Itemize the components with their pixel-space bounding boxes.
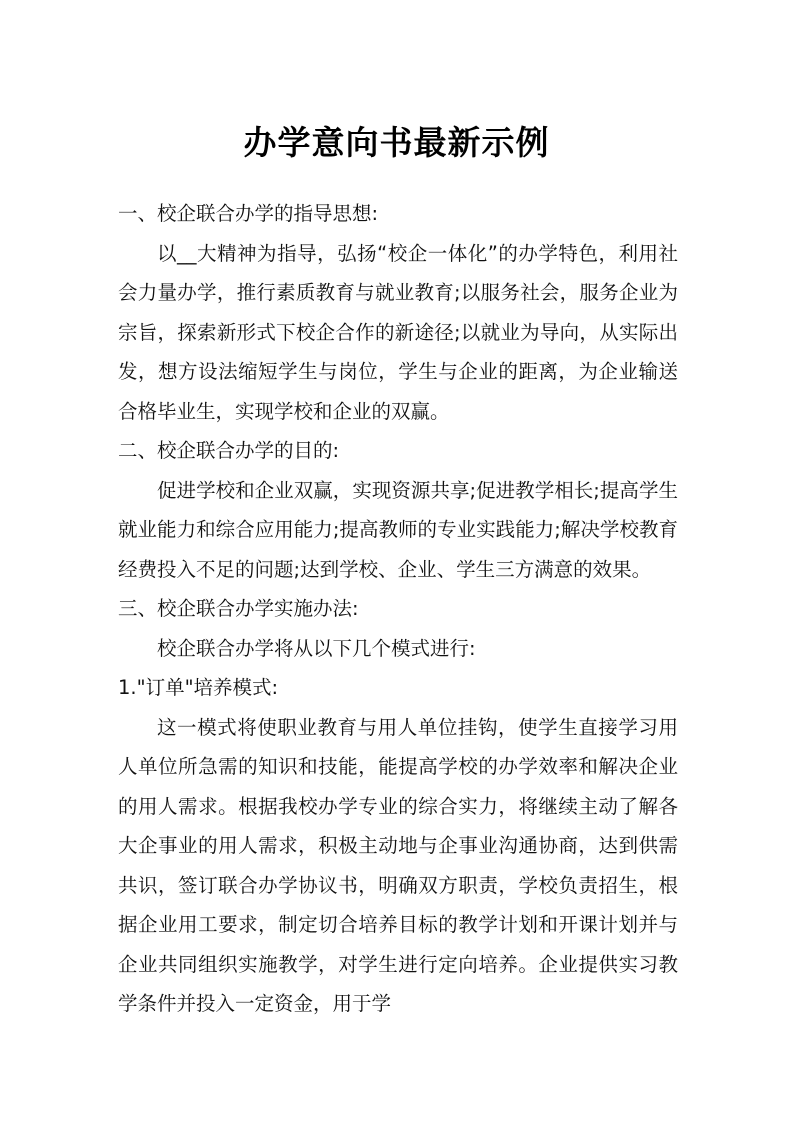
heading-order-training-model: 1."订单"培养模式:	[118, 676, 279, 699]
heading-implementation: 三、校企联合办学实施办法:	[118, 597, 359, 620]
paragraph-guiding-thought: 以__大精神为指导，弘扬“校企一体化”的办学特色，利用社会力量办学，推行素质教育与就业教育;以服务社会，服务企业为宗旨，探索新形式下校企合作的新途径;以就业为导向，从实际出发，想方设法缩短学生与岗位，学生与企业的距离，为企业输送合格毕业生，实现学校和企业的双赢。	[118, 241, 678, 423]
heading-guiding-thought: 一、校企联合办学的指导思想:	[118, 202, 379, 225]
paragraph-implementation-intro: 校企联合办学将从以下几个模式进行:	[157, 636, 476, 660]
document-body	[118, 194, 678, 1024]
heading-purpose: 二、校企联合办学的目的:	[118, 439, 340, 462]
document-title: 办学意向书最新示例	[243, 123, 550, 162]
paragraph-purpose: 促进学校和企业双赢，实现资源共享;促进教学相长;提高学生就业能力和综合应用能力;提高教师的专业实践能力;解决学校教育经费投入不足的问题;达到学校、企业、学生三方满意的效果。	[118, 478, 678, 581]
paragraph-order-training-model: 这一模式将使职业教育与用人单位挂钩，使学生直接学习用人单位所急需的知识和技能，能提高学校的办学效率和解决企业的用人需求。根据我校办学专业的综合实力，将继续主动了解各大企事业的用人需求，积极主动地与企事业沟通协商，达到供需共识，签订联合办学协议书，明确双方职责，学校负责招生，根据企业用工要求，制定切合培养目标的教学计划和开课计划并与企业共同组织实施教学，对学生进行定向培养。企业提供实习教学条件并投入一定资金，用于学	[118, 715, 678, 1015]
